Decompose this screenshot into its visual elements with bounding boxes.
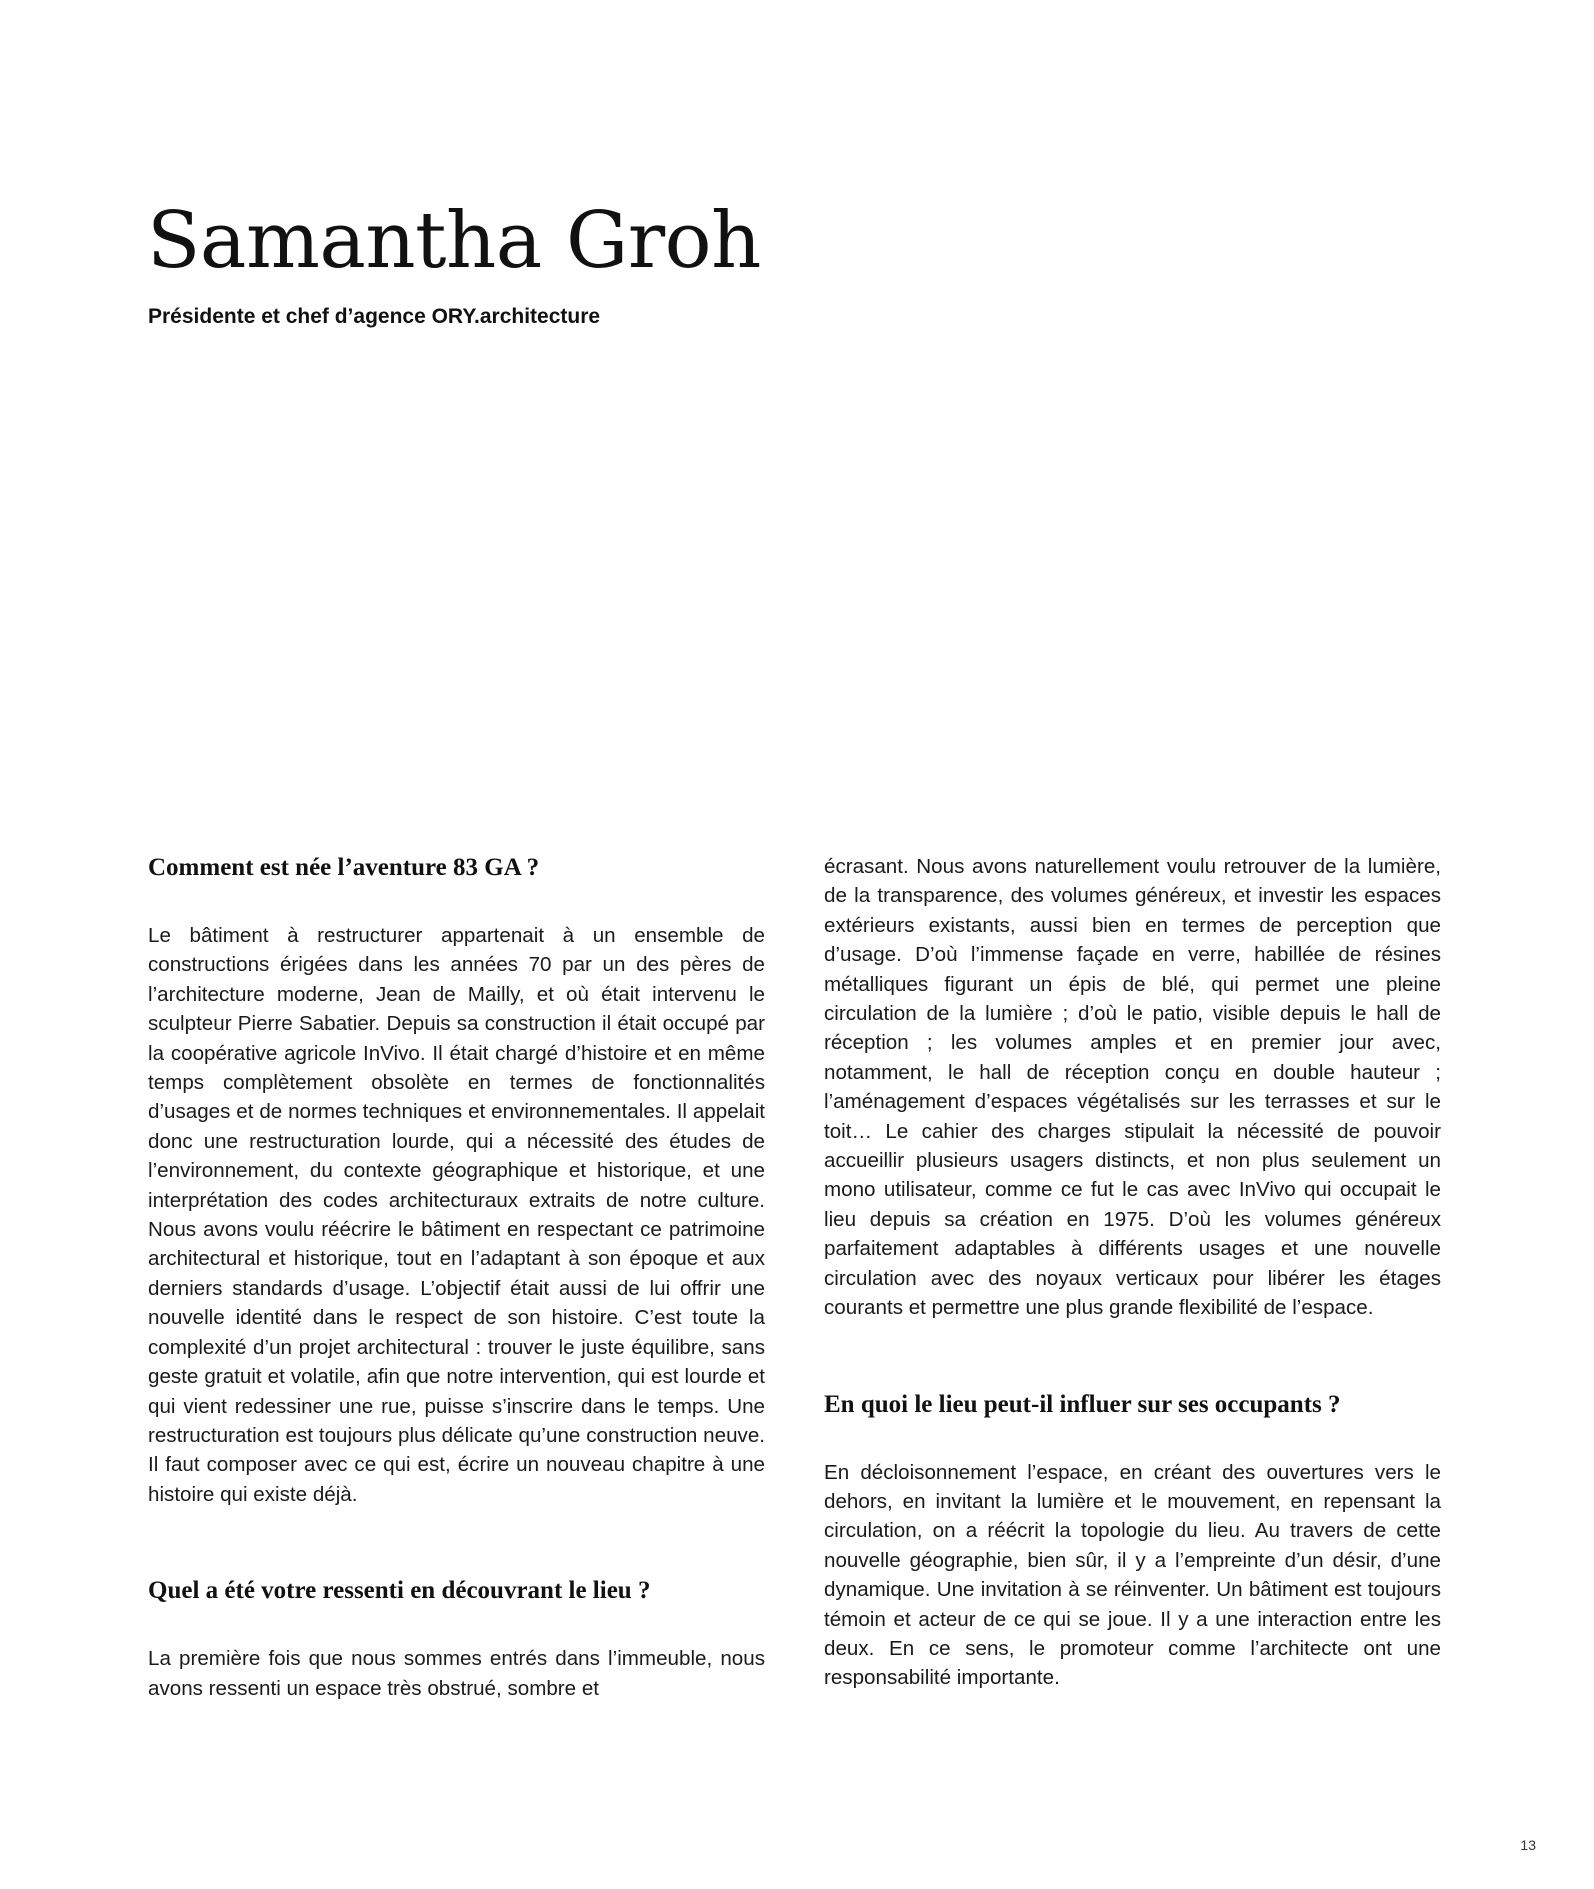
answer-3: En décloisonnement l’espace, en créant des ouvertures vers le dehors, en invitant la lumière et le mouvement, en repensant la circulation, on a réécrit la topologie du lieu. Au travers de cette nouvelle géographie, bien sûr, il y a l’empreinte d’un désir, d’une dynamique. Une invitation à se réinventer. Un bâtiment est toujours témoin et acteur de ce qui se joue. Il y a une interaction entre les deux. En ce sens, le promoteur comme l’architecte ont une responsabilité importante. — [824, 1460, 1441, 1690]
answer-2-part-2: écrasant. Nous avons naturellement voulu retrouver de la lumière, de la transparence, des volumes généreux, et investir les espaces extérieurs existants, aussi bien en termes de perception que d’usage. D’où l’immense façade en verre, habillée de résines métalliques figurant un épis de blé, qui permet une pleine circulation de la lumière ; d’où le patio, visible depuis le hall de réception ; les volumes amples et en premier jour avec, notamment, le hall de réception conçu en double hauteur ; l’aménagement d’espaces végétalisés sur les terrasses et sur le toit… Le cahier des charges stipulait la nécessité de pouvoir accueillir plusieurs usagers distincts, et non plus seulement un mono utilisateur, comme ce fut le cas avec InVivo qui occupait le lieu depuis sa création en 1975. D’où les volumes généreux parfaitement adaptables à différents usages et une nouvelle circulation avec des noyaux verticaux pour libérer les étages courants et permettre une plus grande flexibilité de l’espace. — [824, 855, 1441, 1320]
right-column — [824, 852, 1441, 1693]
answer-2-part-1: La première fois que nous sommes entrés dans l’immeuble, nous avons ressenti un espace très obstrué, sombre et — [148, 1647, 765, 1700]
question-3: En quoi le lieu peut-il influer sur ses occupants ? — [824, 1390, 1341, 1418]
page-number: 13 — [1520, 1837, 1536, 1853]
page-subtitle: Présidente et chef d’agence ORY.architecture — [148, 305, 601, 328]
answer-1: Le bâtiment à restructurer appartenait à un ensemble de constructions érigées dans les années 70 par un des pères de l’architecture moderne, Jean de Mailly, et où était intervenu le sculpteur Pierre Sabatier. Depuis sa construction il était occupé par la coopérative agricole InVivo. Il était chargé d’histoire et en même temps complètement obsolète en termes de fonctionnalités d’usages et de normes techniques et environnementales. Il appelait donc une restructuration lourde, qui a nécessité des études de l’environnement, du contexte géographique et historique, et une interprétation des codes architecturaux extraits de notre culture. Nous avons voulu réécrire le bâtiment en respectant ce patrimoine architectural et historique, tout en l’adaptant à son époque et aux derniers standards d’usage. L’objectif était aussi de lui offrir une nouvelle identité dans le respect de son histoire. C’est toute la complexité d’un projet architectural : trouver le juste équilibre, sans geste gratuit et volatile, afin que notre intervention, qui est lourde et qui vient redessiner une rue, puisse s’inscrire dans le temps. Une restructuration est toujours plus délicate qu’une construction neuve. Il faut composer avec ce qui est, écrire un nouveau chapitre à une histoire qui existe déjà. — [148, 924, 765, 1506]
question-2: Quel a été votre ressenti en découvrant le lieu ? — [148, 1577, 651, 1605]
left-column — [148, 852, 765, 1703]
page-title: Samantha Groh — [147, 196, 761, 286]
question-1: Comment est née l’aventure 83 GA ? — [148, 854, 540, 881]
